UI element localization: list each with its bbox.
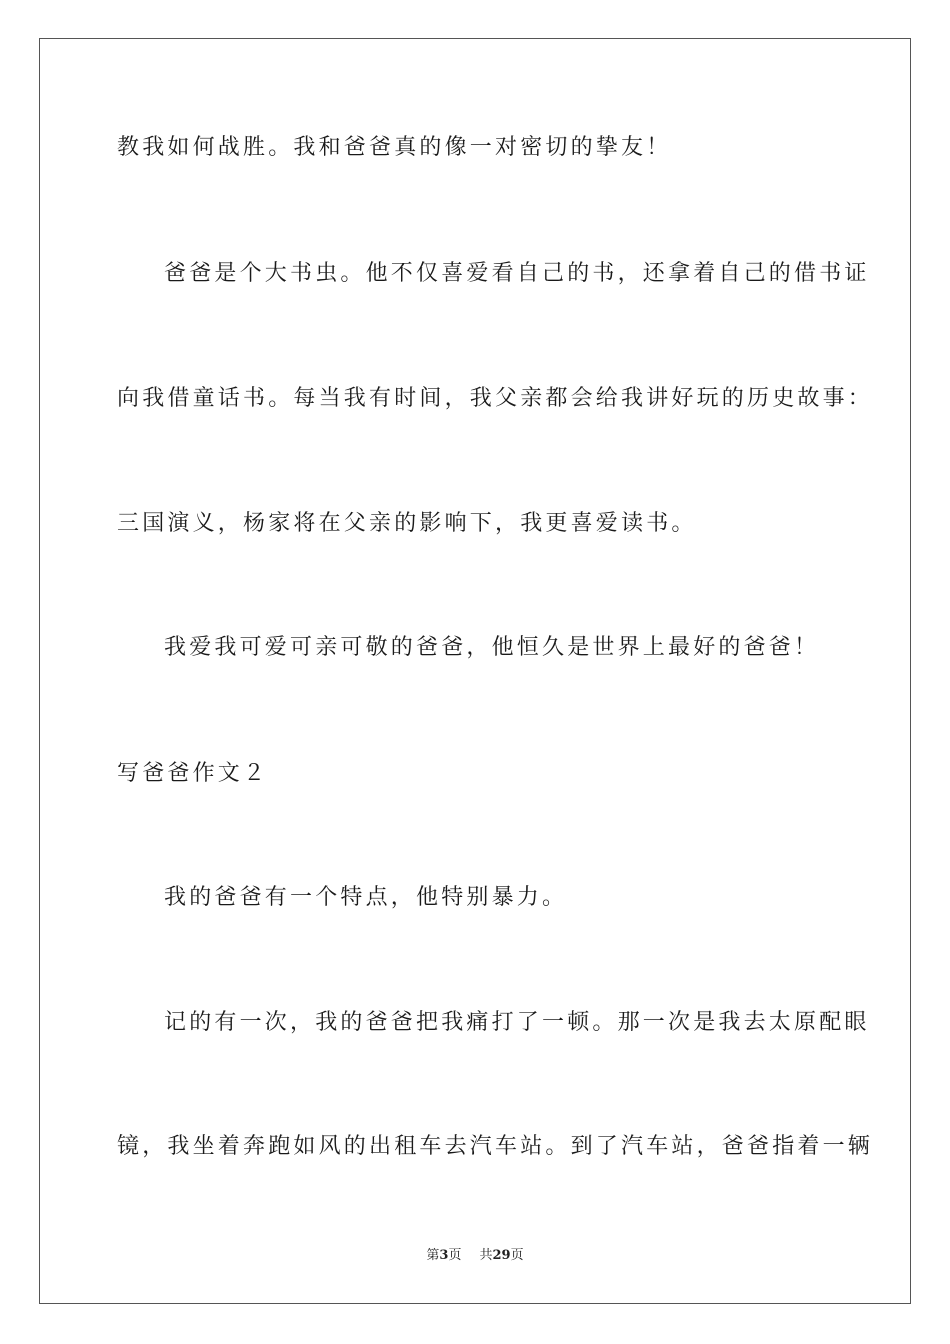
total-prefix: 共: [479, 1248, 493, 1263]
page-prefix: 第: [426, 1248, 440, 1263]
paragraph-line-7: 记的有一次，我的爸爸把我痛打了一顿。那一次是我去太原配眼: [164, 1010, 870, 1035]
total-suffix: 页: [510, 1248, 524, 1263]
paragraph-line-4: 三国演义，杨家将在父亲的影响下，我更喜爱读书。: [117, 511, 697, 536]
page-border: [39, 38, 911, 1304]
paragraph-line-8: 镜，我坐着奔跑如风的出租车去汽车站。到了汽车站，爸爸指着一辆: [117, 1134, 874, 1159]
paragraph-line-5: 我爱我可爱可亲可敬的爸爸，他恒久是世界上最好的爸爸！: [164, 635, 820, 660]
section-heading: 写爸爸作文２: [117, 761, 269, 786]
page-footer: [0, 1247, 950, 1265]
total-pages: 29: [492, 1248, 511, 1263]
paragraph-line-6: 我的爸爸有一个特点，他特别暴力。: [164, 885, 568, 910]
paragraph-line-3: 向我借童话书。每当我有时间，我父亲都会给我讲好玩的历史故事：: [117, 386, 874, 411]
page-suffix: 页: [448, 1248, 462, 1263]
page-number: 3: [439, 1248, 449, 1263]
paragraph-line-1: 教我如何战胜。我和爸爸真的像一对密切的挚友！: [117, 135, 672, 160]
paragraph-line-2: 爸爸是个大书虫。他不仅喜爱看自己的书，还拿着自己的借书证: [164, 261, 870, 286]
